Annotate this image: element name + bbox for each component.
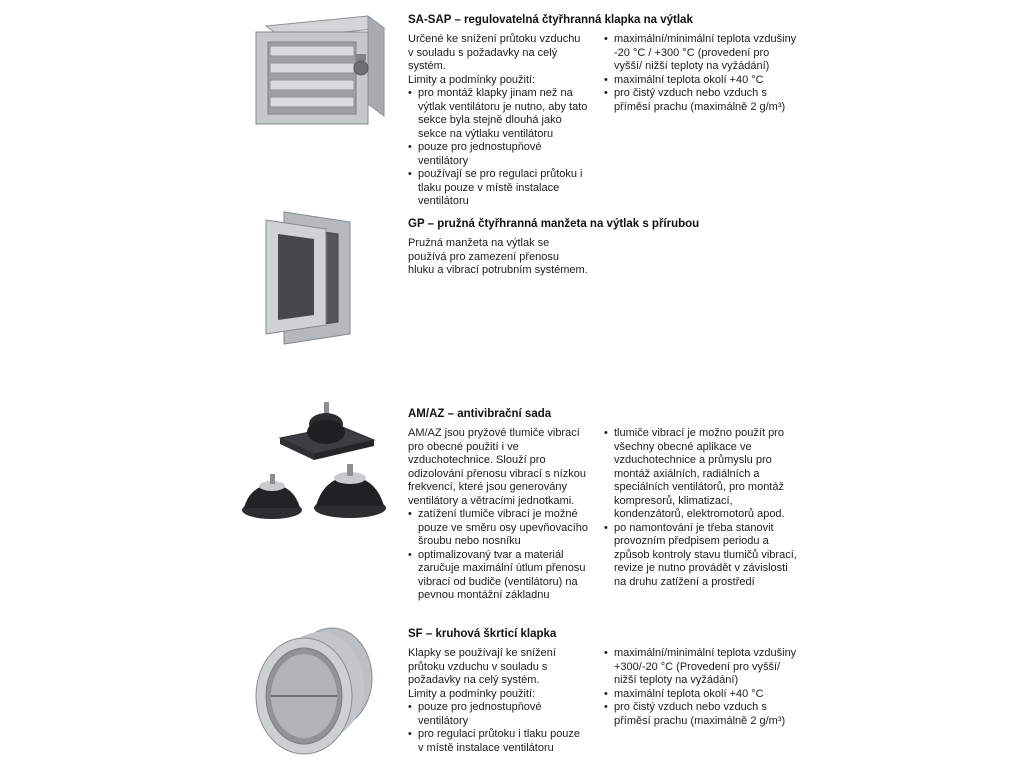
right-bullet-list [604,647,800,728]
square-louver-damper-image [246,8,394,141]
bullet-item: • optimalizovaný tvar a materiál zaručuje maximální útlum přenosu vibrací od budiče (ventilátoru) na pevnou montážní základnu [408,549,588,603]
bullet-item: • pouze pro jednostupňové ventilátory [408,141,588,168]
right-bullet-list [604,33,800,114]
section-title: SF – kruhová škrticí klapka [408,628,557,640]
section-title: SA-SAP – regulovatelná čtyřhranná klapka na výtlak [408,14,693,26]
anti-vibration-mounts-image [228,402,396,531]
left-bullet-list [408,87,588,209]
bullet-item: • pouze pro jednostupňové ventilátory [408,701,588,728]
bullet-item: • používají se pro regulaci průtoku i tlaku pouze v místě instalace ventilátoru [408,168,588,209]
bullet-item: • zatížení tlumiče vibrací je možné pouze ve směru osy upevňovacího šroubu nebo nosníku [408,508,588,549]
bullet-item: • maximální teplota okolí +40 °C [604,74,800,88]
section-intro: AM/AZ jsou pryžové tlumiče vibrací pro obecné použití i ve vzduchotechnice. Slouží pro odizolování přenosu vibrací s nízkou frekvencí, které jsou generovány ventilátory a větracími jednotkami. [408,427,586,507]
section-intro: Klapky se používají ke snížení průtoku vzduchu v souladu s požadavky na celý systém. [408,647,556,686]
bullet-item: • pro montáž klapky jinam než na výtlak ventilátoru je nutno, aby tato sekce byla stejně dlouhá jako sekce na výtlaku ventilátoru [408,87,588,141]
bullet-item: • maximální/minimální teplota vzdušiny +300/-20 °C (Provedení pro vyšší/ nižší teploty na vyžádání) [604,647,800,688]
circular-damper-illustration [246,620,374,762]
left-bullet-list [408,701,588,755]
bullet-item: • maximální/minimální teplota vzdušiny -20 °C / +300 °C (provedení pro vyšší/ nižší teploty na vyžádání) [604,33,800,74]
section-intro: Pružná manžeta na výtlak se používá pro zamezení přenosu hluku a vibrací potrubním systémem. [408,237,588,276]
vibration-damper-illustration [228,402,396,526]
square-damper-illustration [246,8,394,136]
section-intro: Určené ke snížení průtoku vzduchu v souladu s požadavky na celý systém. [408,33,581,72]
bullet-item: • maximální teplota okolí +40 °C [604,688,800,702]
section-subhead: Limity a podmínky použití: [408,687,536,700]
left-bullet-list [408,508,588,603]
flange-illustration [262,206,354,348]
section-title: AM/AZ – antivibrační sada [408,408,552,420]
bullet-item: • tlumiče vibrací je možno použít pro všechny obecné aplikace ve vzduchotechnice a průmyslu pro montáž axiálních, radiálních a speciálních ventilátorů, pro montáž kompresorů, klimatizací, kondenzátorů, elektromotorů apod. [604,427,800,522]
flexible-flange-image [262,206,354,353]
bullet-item: • pro čistý vzduch nebo vzduch s příměsí prachu (maximálně 2 g/m³) [604,701,800,728]
bullet-item: • pro regulaci průtoku i tlaku pouze v místě instalace ventilátoru [408,728,588,755]
section-title: GP – pružná čtyřhranná manžeta na výtlak s přírubou [408,218,700,230]
bullet-item: • pro čistý vzduch nebo vzduch s příměsí prachu (maximálně 2 g/m³) [604,87,800,114]
bullet-item: • po namontování je třeba stanovit provozním předpisem periodu a způsob kontroly stavu tlumičů vibrací, revize je nutno provádět v závislosti na druhu zatížení a prostředí [604,522,800,590]
circular-damper-image [246,620,374,767]
right-bullet-list [604,427,800,589]
section-subhead: Limity a podmínky použití: [408,73,536,86]
